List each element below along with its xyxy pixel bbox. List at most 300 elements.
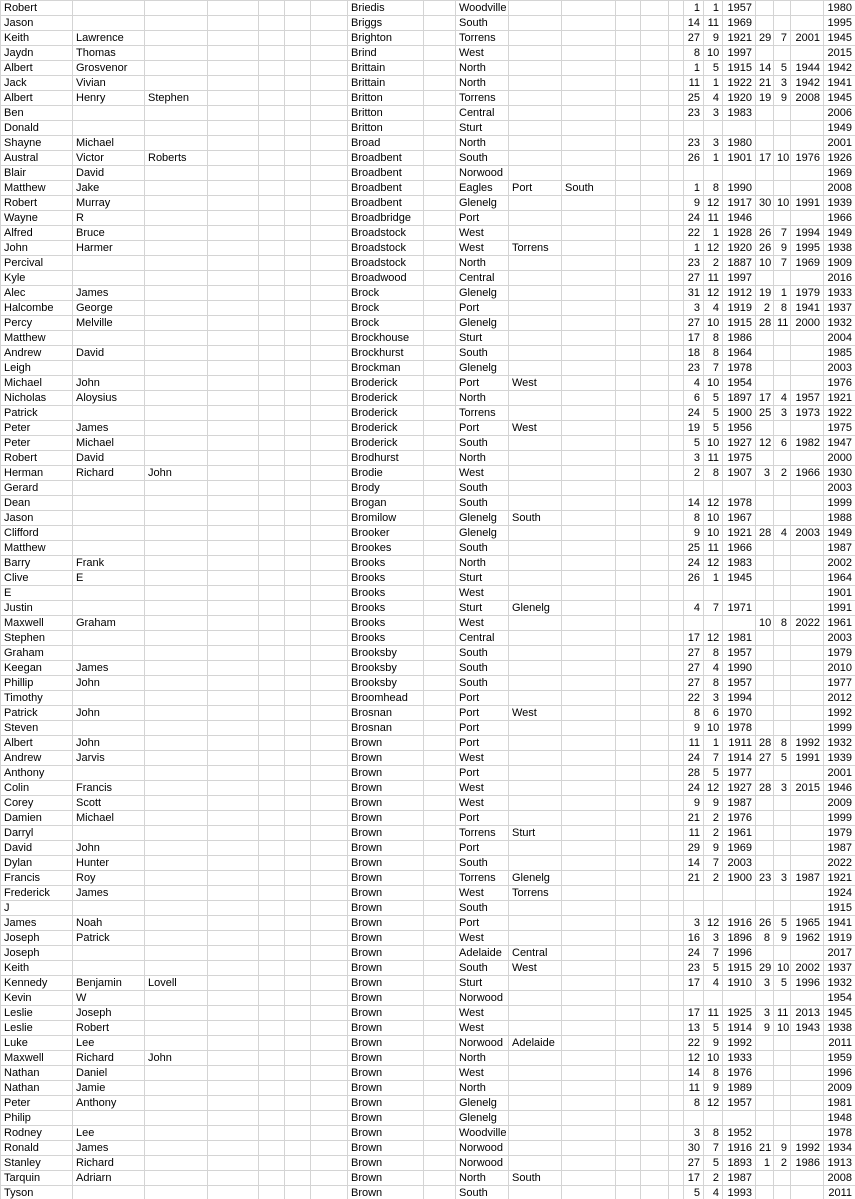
cell-empty[interactable] [641,556,669,571]
cell-birth-day[interactable] [684,121,704,136]
cell-death-day[interactable]: 29 [756,961,774,976]
cell-empty[interactable] [259,916,285,931]
cell-empty[interactable] [669,46,684,61]
cell-empty[interactable] [311,1,348,16]
cell-empty[interactable] [616,361,641,376]
cell-district-3[interactable] [562,121,616,136]
cell-first-name[interactable]: Alec [1,286,73,301]
cell-middle-name-2[interactable] [145,781,208,796]
cell-first-name[interactable]: Gerard [1,481,73,496]
cell-final-year[interactable]: 1977 [824,676,855,691]
cell-death-day[interactable] [756,571,774,586]
cell-empty[interactable] [311,346,348,361]
cell-empty[interactable] [311,421,348,436]
cell-district-2[interactable]: West [509,421,562,436]
cell-empty[interactable] [424,121,456,136]
cell-empty[interactable] [259,901,285,916]
cell-empty[interactable] [259,991,285,1006]
cell-birth-day[interactable]: 23 [684,361,704,376]
cell-district-1[interactable]: Sturt [456,121,509,136]
cell-death-month[interactable] [774,946,791,961]
cell-death-day[interactable]: 19 [756,91,774,106]
cell-death-month[interactable] [774,901,791,916]
cell-birth-year[interactable]: 1957 [723,1096,756,1111]
cell-death-year[interactable]: 1942 [791,76,824,91]
cell-first-name[interactable]: Clive [1,571,73,586]
cell-empty[interactable] [208,1021,259,1036]
cell-district-1[interactable]: Torrens [456,826,509,841]
cell-birth-month[interactable]: 2 [704,826,723,841]
cell-empty[interactable] [669,781,684,796]
cell-empty[interactable] [641,1051,669,1066]
cell-birth-day[interactable]: 4 [684,376,704,391]
cell-final-year[interactable]: 1913 [824,1156,855,1171]
cell-district-2[interactable] [509,856,562,871]
cell-middle-name-2[interactable] [145,271,208,286]
cell-empty[interactable] [424,1156,456,1171]
cell-birth-year[interactable]: 1978 [723,496,756,511]
cell-district-3[interactable] [562,106,616,121]
cell-death-year[interactable]: 1994 [791,226,824,241]
cell-death-month[interactable] [774,886,791,901]
cell-empty[interactable] [311,601,348,616]
cell-death-year[interactable] [791,211,824,226]
cell-birth-year[interactable]: 1996 [723,946,756,961]
cell-final-year[interactable]: 1937 [824,961,855,976]
cell-death-month[interactable] [774,361,791,376]
cell-empty[interactable] [208,1156,259,1171]
cell-birth-year[interactable]: 1994 [723,691,756,706]
cell-first-name[interactable]: Andrew [1,346,73,361]
cell-birth-month[interactable]: 8 [704,181,723,196]
cell-death-day[interactable]: 8 [756,931,774,946]
cell-district-1[interactable]: North [456,1051,509,1066]
cell-final-year[interactable]: 2022 [824,856,855,871]
cell-birth-day[interactable]: 23 [684,136,704,151]
cell-empty[interactable] [424,646,456,661]
cell-empty[interactable] [208,751,259,766]
cell-birth-month[interactable]: 8 [704,331,723,346]
cell-empty[interactable] [208,61,259,76]
cell-empty[interactable] [641,511,669,526]
cell-final-year[interactable]: 1966 [824,211,855,226]
cell-empty[interactable] [424,391,456,406]
cell-birth-month[interactable]: 8 [704,1066,723,1081]
cell-district-3[interactable] [562,346,616,361]
cell-final-year[interactable]: 1949 [824,121,855,136]
cell-middle-name[interactable]: Frank [73,556,145,571]
cell-middle-name[interactable]: Michael [73,436,145,451]
cell-empty[interactable] [669,1186,684,1199]
cell-district-3[interactable] [562,991,616,1006]
cell-middle-name-2[interactable] [145,166,208,181]
cell-empty[interactable] [311,811,348,826]
cell-district-2[interactable] [509,1066,562,1081]
cell-empty[interactable] [311,1081,348,1096]
cell-empty[interactable] [616,346,641,361]
cell-death-day[interactable] [756,766,774,781]
cell-empty[interactable] [616,376,641,391]
cell-birth-day[interactable]: 8 [684,706,704,721]
cell-district-3[interactable] [562,1171,616,1186]
cell-death-day[interactable] [756,331,774,346]
cell-empty[interactable] [259,631,285,646]
cell-district-2[interactable]: Port [509,181,562,196]
cell-first-name[interactable]: Joseph [1,946,73,961]
cell-district-2[interactable] [509,841,562,856]
cell-death-month[interactable] [774,631,791,646]
cell-middle-name-2[interactable] [145,106,208,121]
cell-surname[interactable]: Broad [348,136,424,151]
cell-empty[interactable] [285,91,311,106]
cell-death-month[interactable] [774,106,791,121]
cell-empty[interactable] [285,811,311,826]
cell-district-1[interactable]: Port [456,766,509,781]
cell-death-month[interactable]: 9 [774,931,791,946]
cell-empty[interactable] [311,136,348,151]
cell-empty[interactable] [641,571,669,586]
cell-empty[interactable] [616,901,641,916]
cell-empty[interactable] [208,391,259,406]
cell-death-month[interactable] [774,271,791,286]
cell-birth-month[interactable] [704,991,723,1006]
cell-birth-year[interactable]: 1911 [723,736,756,751]
cell-death-month[interactable] [774,811,791,826]
cell-first-name[interactable]: Ben [1,106,73,121]
cell-empty[interactable] [669,751,684,766]
cell-empty[interactable] [616,181,641,196]
cell-empty[interactable] [669,496,684,511]
cell-middle-name[interactable] [73,901,145,916]
cell-empty[interactable] [285,661,311,676]
cell-surname[interactable]: Broderick [348,376,424,391]
cell-death-day[interactable] [756,856,774,871]
cell-empty[interactable] [311,1141,348,1156]
cell-district-1[interactable]: Port [456,376,509,391]
cell-empty[interactable] [285,556,311,571]
cell-empty[interactable] [669,406,684,421]
cell-empty[interactable] [616,1066,641,1081]
cell-empty[interactable] [669,961,684,976]
cell-empty[interactable] [669,1096,684,1111]
cell-district-1[interactable]: West [456,466,509,481]
cell-death-day[interactable] [756,346,774,361]
cell-district-3[interactable] [562,976,616,991]
cell-empty[interactable] [285,1141,311,1156]
cell-surname[interactable]: Brown [348,781,424,796]
cell-death-year[interactable]: 1962 [791,931,824,946]
cell-death-day[interactable] [756,841,774,856]
cell-death-year[interactable] [791,946,824,961]
cell-empty[interactable] [285,241,311,256]
cell-surname[interactable]: Brooksby [348,676,424,691]
cell-empty[interactable] [641,1126,669,1141]
cell-empty[interactable] [641,391,669,406]
cell-district-2[interactable] [509,781,562,796]
cell-empty[interactable] [616,481,641,496]
cell-death-year[interactable] [791,856,824,871]
cell-birth-day[interactable]: 8 [684,511,704,526]
cell-birth-month[interactable]: 7 [704,946,723,961]
cell-district-2[interactable] [509,211,562,226]
cell-birth-day[interactable]: 17 [684,976,704,991]
cell-district-2[interactable] [509,751,562,766]
cell-middle-name[interactable]: E [73,571,145,586]
cell-empty[interactable] [669,1006,684,1021]
cell-birth-day[interactable] [684,481,704,496]
cell-empty[interactable] [259,841,285,856]
cell-final-year[interactable]: 1941 [824,916,855,931]
cell-death-month[interactable]: 4 [774,526,791,541]
cell-middle-name[interactable]: Jarvis [73,751,145,766]
cell-middle-name[interactable]: David [73,451,145,466]
cell-death-year[interactable]: 1966 [791,466,824,481]
cell-empty[interactable] [311,196,348,211]
cell-death-year[interactable] [791,1066,824,1081]
cell-final-year[interactable]: 1924 [824,886,855,901]
cell-empty[interactable] [424,961,456,976]
cell-empty[interactable] [424,781,456,796]
cell-empty[interactable] [616,571,641,586]
cell-middle-name[interactable]: Michael [73,811,145,826]
cell-empty[interactable] [616,916,641,931]
cell-empty[interactable] [208,796,259,811]
cell-district-2[interactable] [509,226,562,241]
cell-surname[interactable]: Brooks [348,556,424,571]
cell-first-name[interactable]: Michael [1,376,73,391]
cell-death-month[interactable]: 8 [774,616,791,631]
cell-death-month[interactable] [774,1096,791,1111]
cell-district-3[interactable] [562,391,616,406]
cell-death-month[interactable] [774,706,791,721]
cell-death-day[interactable]: 29 [756,31,774,46]
cell-death-day[interactable]: 30 [756,196,774,211]
cell-birth-day[interactable]: 17 [684,331,704,346]
cell-empty[interactable] [669,796,684,811]
cell-birth-day[interactable]: 26 [684,571,704,586]
cell-district-2[interactable] [509,661,562,676]
cell-death-day[interactable] [756,586,774,601]
cell-empty[interactable] [259,106,285,121]
cell-surname[interactable]: Broadstock [348,226,424,241]
cell-district-3[interactable] [562,706,616,721]
cell-district-3[interactable] [562,511,616,526]
cell-empty[interactable] [285,901,311,916]
cell-district-1[interactable]: Norwood [456,1141,509,1156]
cell-death-month[interactable] [774,451,791,466]
cell-district-1[interactable]: West [456,1021,509,1036]
cell-death-year[interactable]: 1986 [791,1156,824,1171]
cell-empty[interactable] [424,931,456,946]
cell-death-year[interactable] [791,451,824,466]
cell-empty[interactable] [641,466,669,481]
cell-birth-month[interactable] [704,616,723,631]
cell-empty[interactable] [259,811,285,826]
cell-death-month[interactable]: 5 [774,976,791,991]
cell-first-name[interactable]: Nathan [1,1081,73,1096]
cell-empty[interactable] [424,541,456,556]
cell-empty[interactable] [285,571,311,586]
cell-district-3[interactable] [562,241,616,256]
cell-empty[interactable] [208,16,259,31]
cell-empty[interactable] [311,676,348,691]
cell-death-month[interactable] [774,421,791,436]
cell-surname[interactable]: Broderick [348,406,424,421]
cell-middle-name-2[interactable] [145,226,208,241]
cell-empty[interactable] [424,436,456,451]
cell-empty[interactable] [285,1066,311,1081]
cell-empty[interactable] [616,211,641,226]
cell-empty[interactable] [259,121,285,136]
cell-empty[interactable] [669,526,684,541]
cell-birth-day[interactable]: 22 [684,691,704,706]
cell-empty[interactable] [208,1186,259,1199]
cell-district-1[interactable]: Glenelg [456,511,509,526]
cell-surname[interactable]: Brooksby [348,661,424,676]
cell-final-year[interactable]: 1949 [824,526,855,541]
cell-empty[interactable] [424,301,456,316]
cell-empty[interactable] [424,1081,456,1096]
cell-death-year[interactable] [791,511,824,526]
cell-empty[interactable] [285,931,311,946]
cell-death-year[interactable] [791,661,824,676]
cell-final-year[interactable]: 2003 [824,631,855,646]
cell-birth-day[interactable]: 9 [684,796,704,811]
cell-empty[interactable] [424,856,456,871]
cell-empty[interactable] [311,646,348,661]
cell-surname[interactable]: Broderick [348,436,424,451]
cell-final-year[interactable]: 1999 [824,496,855,511]
cell-empty[interactable] [669,1081,684,1096]
cell-middle-name[interactable] [73,481,145,496]
cell-district-3[interactable] [562,76,616,91]
cell-birth-month[interactable]: 5 [704,391,723,406]
cell-birth-month[interactable] [704,166,723,181]
cell-death-year[interactable]: 1979 [791,286,824,301]
cell-empty[interactable] [285,136,311,151]
cell-birth-day[interactable]: 14 [684,496,704,511]
cell-district-1[interactable]: South [456,961,509,976]
cell-final-year[interactable]: 2002 [824,556,855,571]
cell-birth-day[interactable]: 27 [684,676,704,691]
cell-empty[interactable] [208,226,259,241]
cell-surname[interactable]: Brooks [348,571,424,586]
cell-empty[interactable] [311,1171,348,1186]
cell-death-day[interactable] [756,271,774,286]
cell-death-day[interactable] [756,511,774,526]
cell-death-year[interactable] [791,1,824,16]
cell-surname[interactable]: Bromilow [348,511,424,526]
cell-empty[interactable] [641,376,669,391]
cell-middle-name-2[interactable] [145,556,208,571]
cell-empty[interactable] [208,841,259,856]
cell-middle-name-2[interactable] [145,571,208,586]
cell-middle-name-2[interactable] [145,676,208,691]
cell-birth-month[interactable]: 12 [704,781,723,796]
cell-empty[interactable] [311,331,348,346]
cell-middle-name[interactable]: Vivian [73,76,145,91]
cell-empty[interactable] [641,736,669,751]
cell-empty[interactable] [616,976,641,991]
cell-empty[interactable] [285,286,311,301]
cell-empty[interactable] [285,196,311,211]
cell-middle-name[interactable]: James [73,286,145,301]
cell-birth-day[interactable]: 11 [684,826,704,841]
cell-birth-month[interactable] [704,1111,723,1126]
cell-birth-day[interactable]: 14 [684,1066,704,1081]
cell-empty[interactable] [259,331,285,346]
cell-surname[interactable]: Britton [348,91,424,106]
cell-death-day[interactable] [756,451,774,466]
cell-empty[interactable] [285,781,311,796]
cell-empty[interactable] [641,1036,669,1051]
cell-surname[interactable]: Brooker [348,526,424,541]
cell-middle-name-2[interactable] [145,256,208,271]
cell-final-year[interactable]: 2011 [824,1186,855,1199]
cell-empty[interactable] [616,16,641,31]
cell-middle-name[interactable] [73,526,145,541]
cell-empty[interactable] [669,211,684,226]
cell-district-2[interactable] [509,541,562,556]
cell-surname[interactable]: Brown [348,931,424,946]
cell-district-3[interactable] [562,466,616,481]
cell-empty[interactable] [208,466,259,481]
cell-death-year[interactable] [791,331,824,346]
cell-middle-name[interactable]: Graham [73,616,145,631]
cell-death-year[interactable] [791,1051,824,1066]
cell-district-2[interactable]: Sturt [509,826,562,841]
cell-surname[interactable]: Broomhead [348,691,424,706]
cell-empty[interactable] [208,196,259,211]
cell-birth-month[interactable]: 11 [704,451,723,466]
cell-death-month[interactable]: 2 [774,466,791,481]
cell-middle-name[interactable] [73,106,145,121]
cell-empty[interactable] [208,406,259,421]
cell-empty[interactable] [616,1,641,16]
cell-first-name[interactable]: Robert [1,451,73,466]
cell-death-day[interactable]: 3 [756,1006,774,1021]
cell-first-name[interactable]: Blair [1,166,73,181]
cell-middle-name-2[interactable] [145,1186,208,1199]
cell-birth-year[interactable]: 1917 [723,196,756,211]
cell-district-2[interactable] [509,391,562,406]
cell-middle-name[interactable] [73,496,145,511]
cell-empty[interactable] [285,451,311,466]
cell-empty[interactable] [641,91,669,106]
cell-empty[interactable] [616,526,641,541]
cell-empty[interactable] [641,616,669,631]
cell-empty[interactable] [311,466,348,481]
cell-empty[interactable] [311,616,348,631]
cell-district-3[interactable] [562,901,616,916]
cell-middle-name-2[interactable] [145,346,208,361]
cell-death-day[interactable] [756,541,774,556]
cell-empty[interactable] [285,391,311,406]
cell-first-name[interactable]: Damien [1,811,73,826]
cell-birth-year[interactable]: 1957 [723,646,756,661]
cell-empty[interactable] [641,751,669,766]
cell-death-month[interactable]: 9 [774,91,791,106]
cell-empty[interactable] [616,736,641,751]
cell-empty[interactable] [285,271,311,286]
cell-middle-name-2[interactable] [145,826,208,841]
cell-empty[interactable] [285,631,311,646]
cell-empty[interactable] [424,241,456,256]
cell-surname[interactable]: Brock [348,316,424,331]
cell-birth-day[interactable]: 1 [684,241,704,256]
cell-birth-day[interactable]: 25 [684,541,704,556]
cell-empty[interactable] [669,241,684,256]
